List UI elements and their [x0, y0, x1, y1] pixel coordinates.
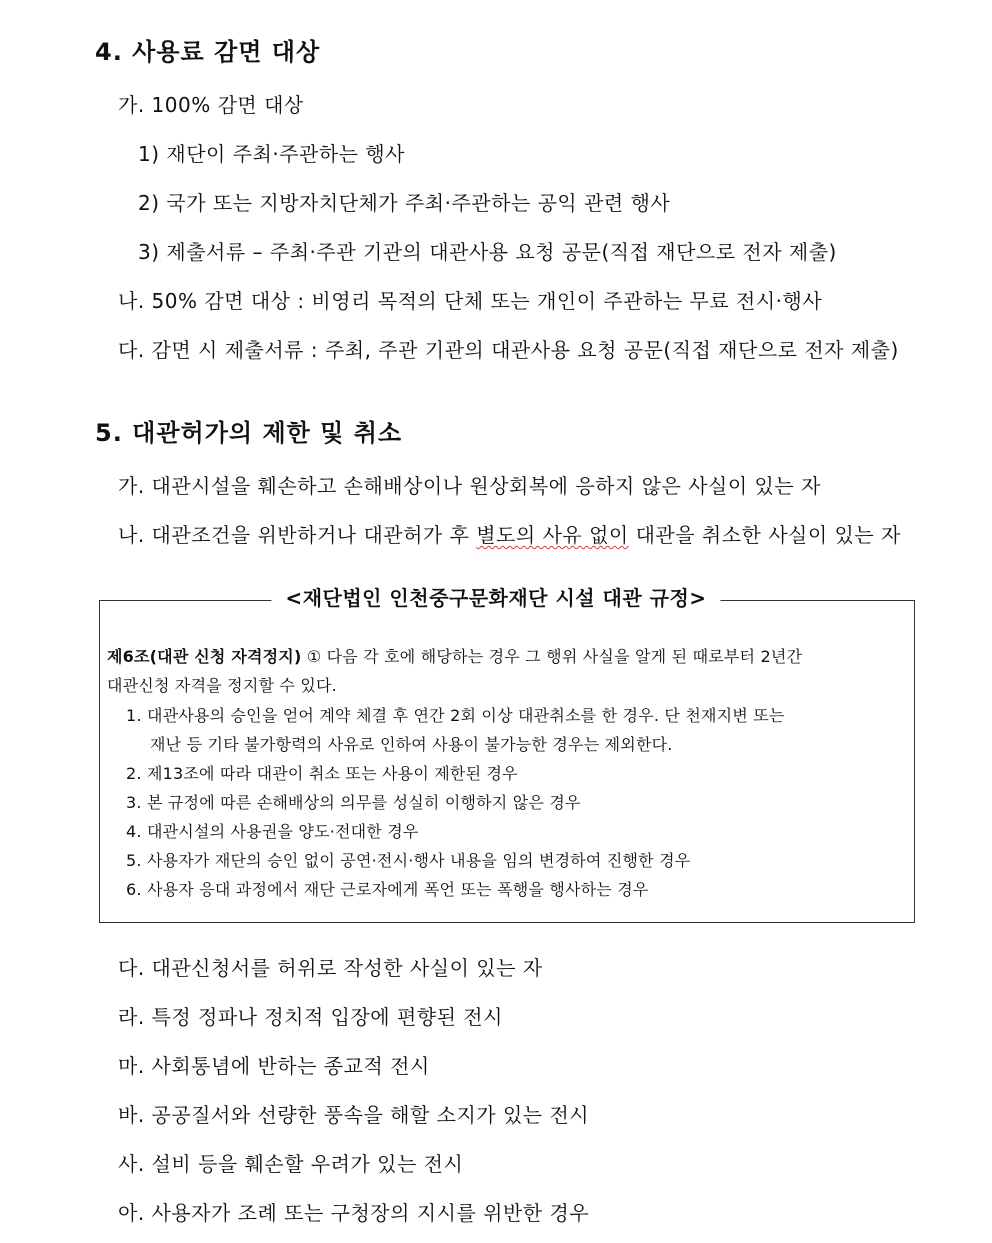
section-4-subitem-1: 1) 재단이 주최·주관하는 행사: [138, 142, 405, 166]
regulation-box-title: <재단법인 인천중구문화재단 시설 대관 규정>: [271, 588, 720, 608]
section-5-item-a: 아. 사용자가 조례 또는 구청장의 지시를 위반한 경우: [118, 1201, 590, 1225]
section-5-item-ra: 라. 특정 정파나 정치적 입장에 편향된 전시: [118, 1005, 503, 1029]
section-5-item-ga: 가. 대관시설을 훼손하고 손해배상이나 원상회복에 응하지 않은 사실이 있는 자: [118, 474, 821, 498]
regulation-item-3: 3. 본 규정에 따른 손해배상의 의무를 성실히 이행하지 않은 경우: [126, 793, 581, 812]
spellcheck-marked-text: 별도의 사유 없이: [476, 523, 629, 547]
section-5-item-na: [118, 525, 901, 545]
section-4-heading: 4. 사용료 감면 대상: [95, 38, 321, 66]
regulation-item-2: 2. 제13조에 따라 대관이 취소 또는 사용이 제한된 경우: [126, 764, 518, 783]
section-5-item-sa: 사. 설비 등을 훼손할 우려가 있는 전시: [118, 1152, 464, 1176]
regulation-item-6: 6. 사용자 응대 과정에서 재단 근로자에게 폭언 또는 폭행을 행사하는 경우: [126, 880, 649, 899]
section-5-item-ba: 바. 공공질서와 선량한 풍속을 해할 소지가 있는 전시: [118, 1103, 590, 1127]
section-5-item-da: 다. 대관신청서를 허위로 작성한 사실이 있는 자: [118, 956, 543, 980]
section-5-heading: 5. 대관허가의 제한 및 취소: [95, 419, 403, 447]
regulation-item-1-continued: 재난 등 기타 불가항력의 사유로 인하여 사용이 불가능한 경우는 제외한다.: [150, 735, 673, 754]
regulation-item-4: 4. 대관시설의 사용권을 양도·전대한 경우: [126, 822, 419, 841]
section-5-item-ma: 마. 사회통념에 반하는 종교적 전시: [118, 1054, 430, 1078]
section-4-item-na: 나. 50% 감면 대상 : 비영리 목적의 단체 또는 개인이 주관하는 무료 전시·행사: [118, 289, 823, 313]
section-4-item-ga: 가. 100% 감면 대상: [118, 93, 304, 117]
section-5-item-na-before: 나. 대관조건을 위반하거나 대관허가 후: [118, 523, 477, 547]
section-4-subitem-3: 3) 제출서류 – 주최·주관 기관의 대관사용 요청 공문(직접 재단으로 전자 제출): [138, 240, 837, 264]
regulation-article-text: ① 다음 각 호에 해당하는 경우 그 행위 사실을 알게 된 때로부터 2년간: [301, 647, 803, 666]
regulation-item-5: 5. 사용자가 재단의 승인 없이 공연·전시·행사 내용을 임의 변경하여 진행한 경우: [126, 851, 691, 870]
section-4-item-da: 다. 감면 시 제출서류 : 주최, 주관 기관의 대관사용 요청 공문(직접 재단으로 전자 제출): [118, 338, 899, 362]
regulation-article-label: 제6조(대관 신청 자격정지): [107, 647, 302, 666]
regulation-item-1: 1. 대관사용의 승인을 얻어 계약 체결 후 연간 2회 이상 대관취소를 한 경우. 단 천재지변 또는: [126, 706, 785, 725]
regulation-article-line-2: 대관신청 자격을 정지할 수 있다.: [107, 676, 337, 695]
section-5-item-na-after: 대관을 취소한 사실이 있는 자: [628, 523, 901, 547]
regulation-article-line-1: [107, 649, 802, 665]
section-4-subitem-2: 2) 국가 또는 지방자치단체가 주최·주관하는 공익 관련 행사: [138, 191, 671, 215]
